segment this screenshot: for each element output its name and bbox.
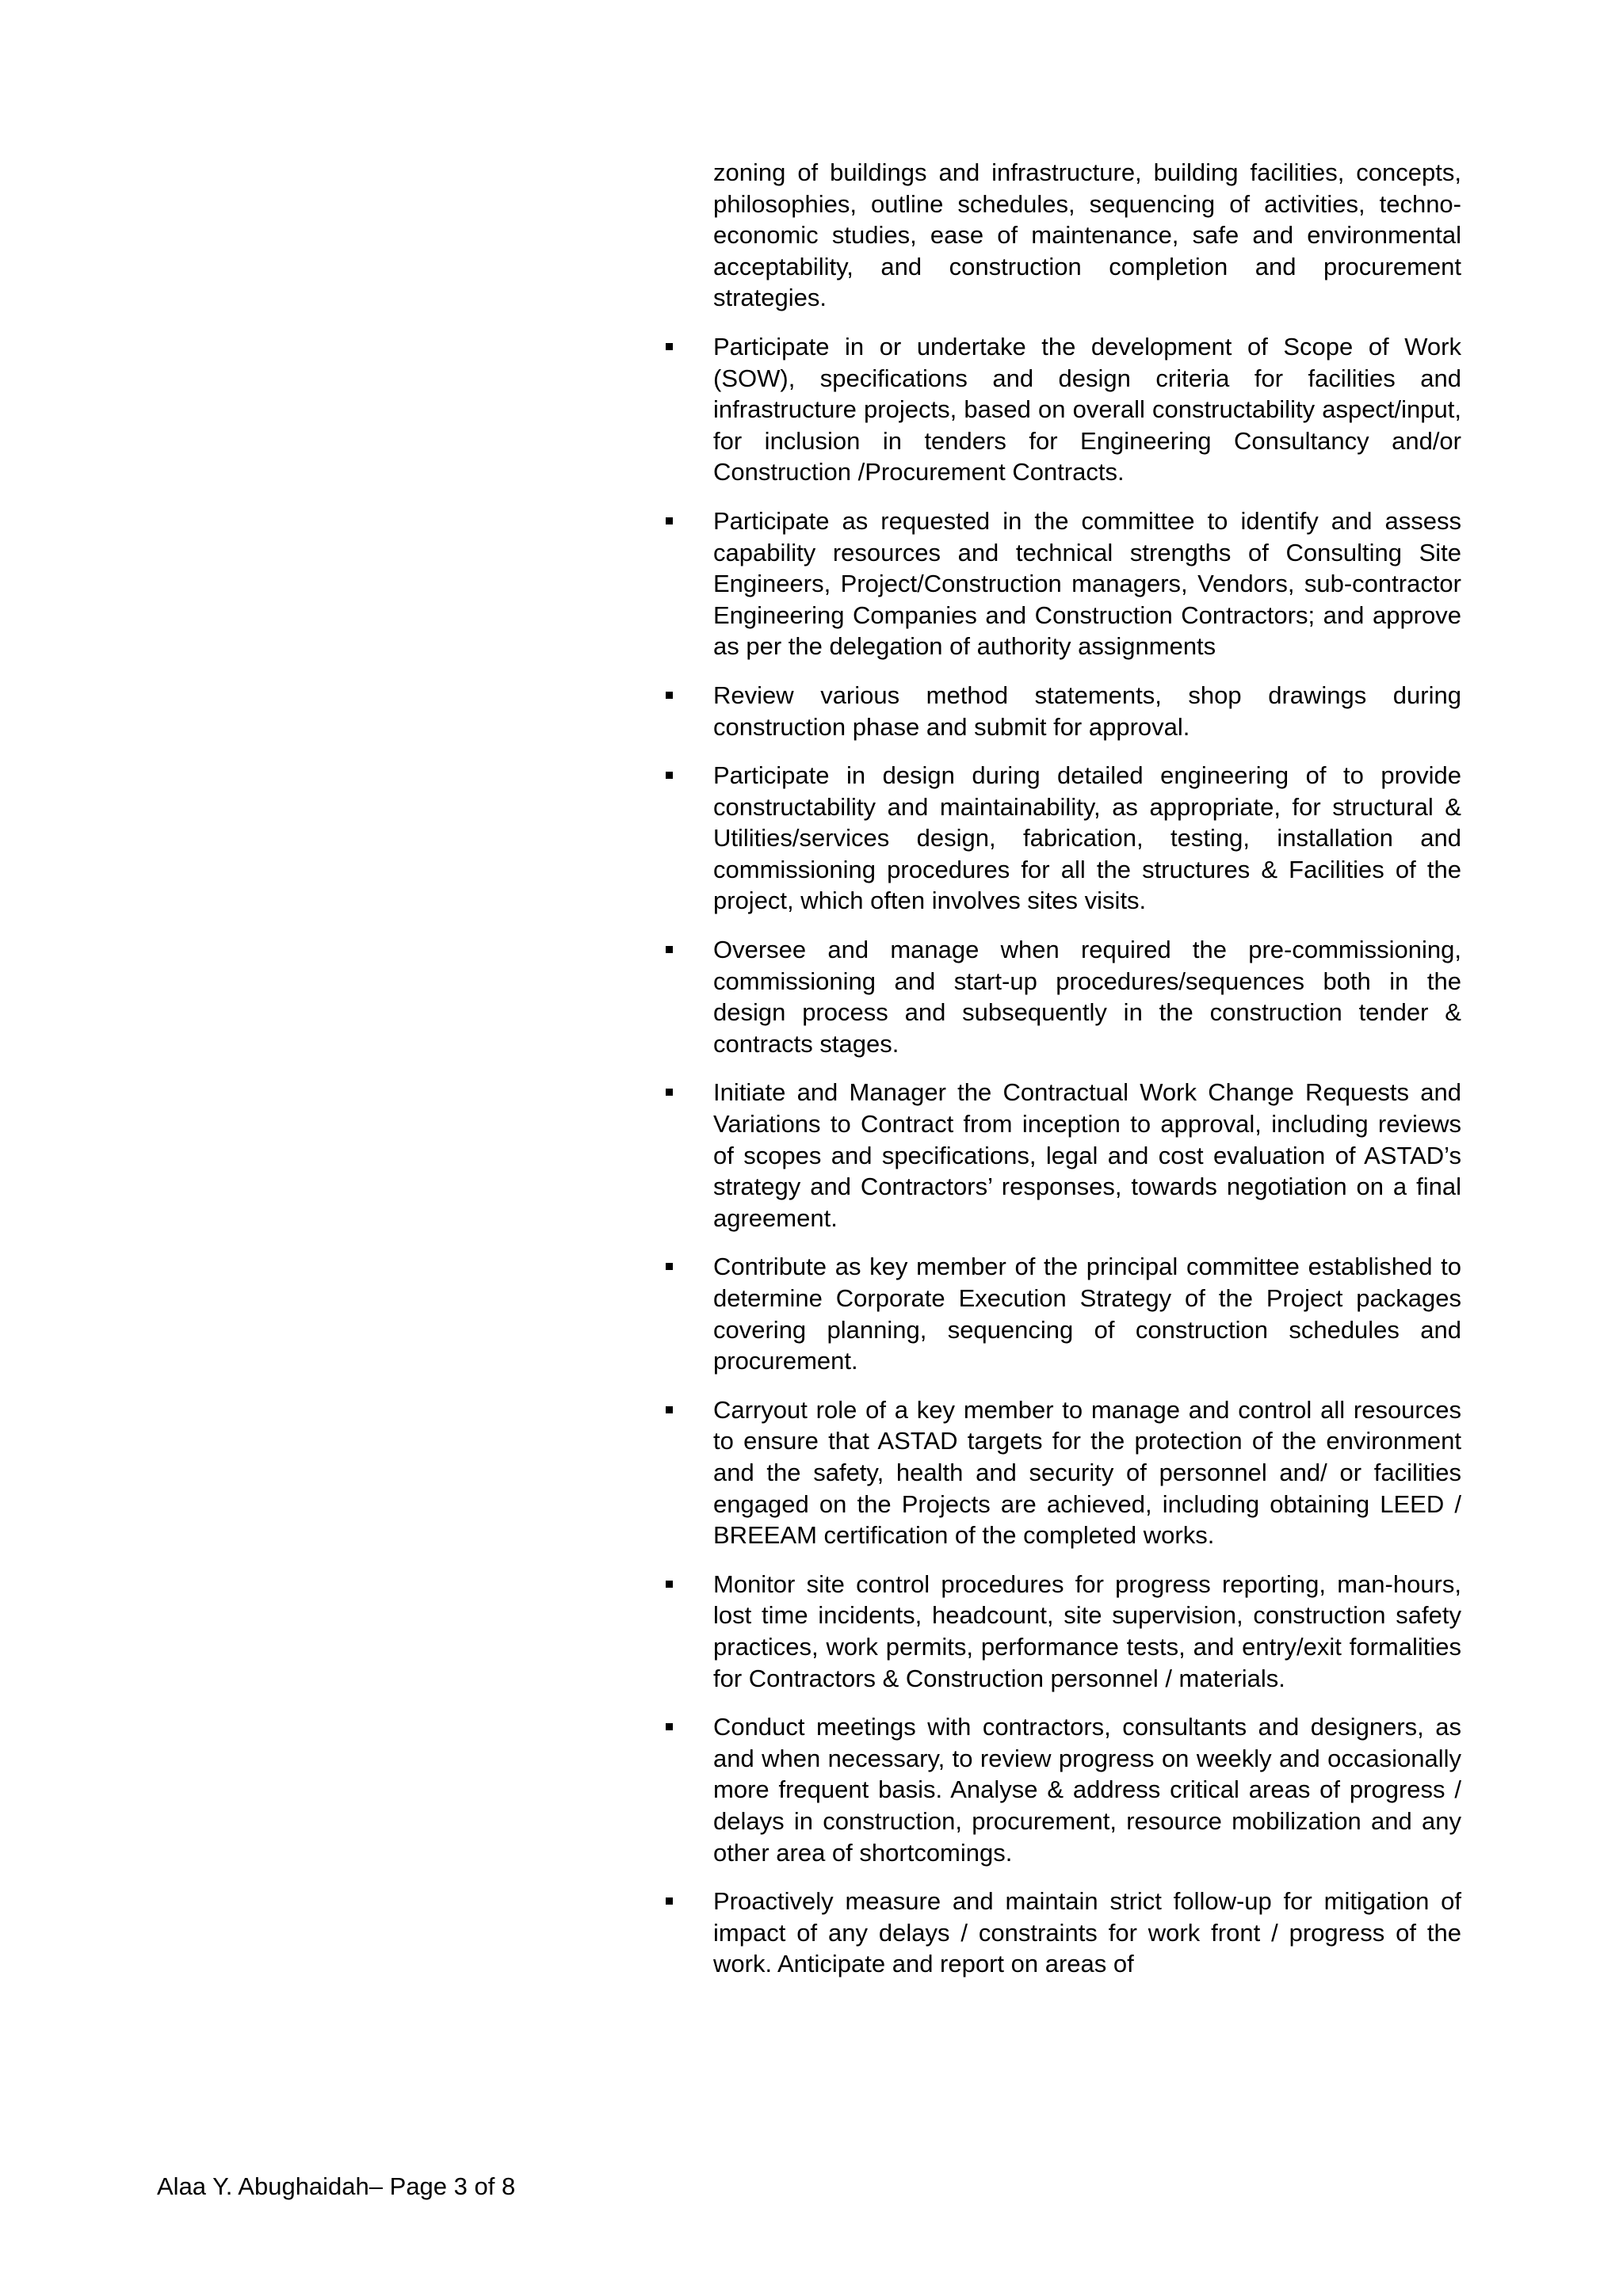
list-item-text: Carryout role of a key member to manage and control all resources to ensure that ASTAD targets for the protection of the environment and the safety, health and security of personnel and/ or facilities engaged on the Projects are achieved, including obtaining LEED / BREEAM certification of the completed works.: [713, 1395, 1461, 1550]
list-item: [664, 505, 1461, 662]
square-bullet-icon: [666, 1089, 673, 1096]
square-bullet-icon: [666, 1406, 673, 1413]
list-item: [664, 1886, 1461, 1980]
square-bullet-icon: [666, 1897, 673, 1905]
list-item-text: Proactively measure and maintain strict follow-up for mitigation of impact of any delays / constraints for work front / progress of the work. Anticipate and report on areas of: [713, 1887, 1461, 1978]
list-item: [664, 680, 1461, 742]
list-item-text: Participate as requested in the committee to identify and assess capability resources and technical strengths of Consulting Site Engineers, Project/Construction managers, Vendors, sub-contractor Engineering Companies and Construction Contractors; and approve as per the delegation of authority assignments: [713, 506, 1461, 661]
square-bullet-icon: [666, 1263, 673, 1270]
list-item: [664, 1251, 1461, 1376]
continued-paragraph: zoning of buildings and infrastructure, building facilities, concepts, philosophies, outline schedules, sequencing of activities, techno-economic studies, ease of maintenance, safe and environmental acceptability, and construction completion and procurement strategies.: [713, 158, 1461, 312]
square-bullet-icon: [666, 1581, 673, 1588]
list-item: [664, 760, 1461, 917]
list-item-text: Contribute as key member of the principal committee established to determine Corporate Execution Strategy of the Project packages covering planning, sequencing of construction schedules and procurement.: [713, 1253, 1461, 1375]
list-item: [664, 1394, 1461, 1551]
list-item-text: Review various method statements, shop drawings during construction phase and submit for approval.: [713, 681, 1461, 741]
list-item-text: Participate in design during detailed engineering of to provide constructability and maintainability, as appropriate, for structural & Utilities/services design, fabrication, testing, installation and commissioning procedures for all the structures & Facilities of the project, which often involves sites visits.: [713, 761, 1461, 915]
list-item-text: Conduct meetings with contractors, consultants and designers, as and when necessary, to review progress on weekly and occasionally more frequent basis. Analyse & address critical areas of progress / delays in construction, procurement, resource mobilization and any other area of shortcomings.: [713, 1713, 1461, 1867]
responsibilities-section: [664, 157, 1461, 1980]
square-bullet-icon: [666, 517, 673, 524]
list-item-text: Initiate and Manager the Contractual Work Change Requests and Variations to Contract from inception to approval, including reviews of scopes and specifications, legal and cost evaluation of ASTAD’s strategy and Contractors’ responses, towards negotiation on a final agreement.: [713, 1078, 1461, 1232]
list-item-text: Monitor site control procedures for progress reporting, man-hours, lost time incidents, headcount, site supervision, construction safety practices, work permits, performance tests, and entry/exit formalities for Contractors & Construction personnel / materials.: [713, 1569, 1461, 1692]
page-footer: Alaa Y. Abughaidah– Page 3 of 8: [157, 2172, 516, 2200]
square-bullet-icon: [666, 692, 673, 699]
square-bullet-icon: [666, 1723, 673, 1730]
square-bullet-icon: [666, 343, 673, 350]
list-item-text: Participate in or undertake the development of Scope of Work (SOW), specifications and design criteria for facilities and infrastructure projects, based on overall constructability aspect/input, for inclusion in tenders for Engineering Consultancy and/or Construction /Procurement Contracts.: [713, 332, 1461, 486]
list-item-text: Oversee and manage when required the pre-commissioning, commissioning and start-up procedures/sequences both in the design process and subsequently in the construction tender & contracts stages.: [713, 936, 1461, 1058]
list-item: [664, 1569, 1461, 1694]
list-item: [664, 1077, 1461, 1234]
list-item: [664, 331, 1461, 488]
list-item: [664, 934, 1461, 1059]
square-bullet-icon: [666, 772, 673, 779]
responsibilities-list: [664, 331, 1461, 1980]
square-bullet-icon: [666, 946, 673, 953]
list-item: [664, 1711, 1461, 1868]
